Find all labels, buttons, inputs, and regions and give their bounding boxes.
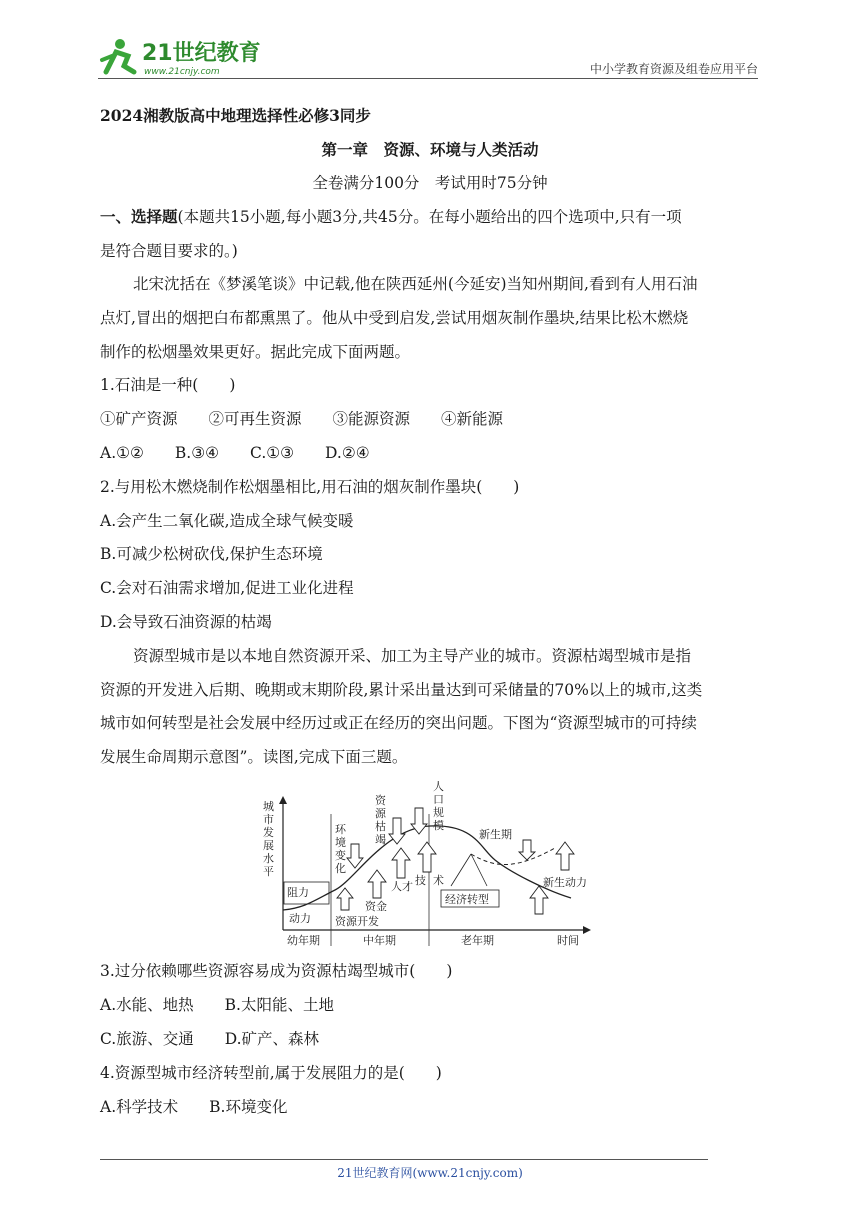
section-label: 一、选择题 [100,207,178,226]
q1-stem: 1.石油是一种( ) [100,376,236,394]
env-change-char: 化 [335,862,346,875]
population-char: 人 [433,780,444,793]
exam-info: 全卷满分100分 考试用时75分钟 [312,174,548,192]
passage2-line: 城市如何转型是社会发展中经历过或正在经历的突出问题。下图为“资源型城市的可持续 [100,714,697,732]
tech-char: 技 [415,874,426,887]
passage2-line: 资源的开发进入后期、晚期或末期阶段,累计采出量达到可采储量的70%以上的城市,这类 [100,681,703,699]
force-label: 动力 [289,912,311,925]
down-arrow [347,844,363,868]
new-force-label: 新生动力 [543,876,587,889]
env-change-char: 变 [335,849,346,862]
up-arrow [418,842,436,872]
env-change-char: 环 [335,823,346,836]
q4-stem: 4.资源型城市经济转型前,属于发展阻力的是( ) [100,1064,442,1082]
resource-dev-label: 资源开发 [335,915,379,928]
y-axis-arrow [279,796,287,804]
up-arrow [337,888,353,910]
q1-options: A.①② B.③④ C.①③ D.②④ [100,444,370,462]
q3-options-cd: C.旅游、交通 D.矿产、森林 [100,1030,320,1048]
page-header [98,34,758,80]
q2-option-d: D.会导致石油资源的枯竭 [100,613,272,631]
q1-items: ①矿产资源 ②可再生资源 ③能源资源 ④新能源 [100,410,504,428]
y-label-char: 平 [263,865,274,878]
q4-options-ab: A.科学技术 B.环境变化 [100,1098,288,1116]
logo-url: www.21cnjy.com [144,67,220,77]
section-header [100,206,682,228]
site-logo [98,34,268,78]
transform-label: 经济转型 [445,893,489,906]
new-period-label: 新生期 [479,828,512,841]
depletion-char: 源 [375,807,386,820]
up-arrow [392,848,410,878]
q2-option-c: C.会对石油需求增加,促进工业化进程 [100,579,354,597]
y-label-char: 水 [263,852,274,865]
talent-label: 人才 [391,880,413,893]
q2-stem: 2.与用松木燃烧制作松烟墨相比,用石油的烟灰制作墨块( ) [100,478,520,496]
env-change-char: 境 [335,836,346,849]
period-label: 中年期 [363,934,396,947]
population-char: 模 [433,819,444,832]
new-period-curve [471,848,555,865]
up-arrow [530,886,548,914]
q2-option-b: B.可减少松树砍伐,保护生态环境 [100,545,323,563]
up-arrow [368,870,386,898]
population-char: 规 [433,806,444,819]
period-label: 老年期 [461,934,494,947]
down-arrow [519,840,535,860]
population-char: 口 [433,793,444,806]
passage1-line: 点灯,冒出的烟把白布都熏黑了。他从中受到启发,尝试用烟灰制作墨块,结果比松木燃烧 [100,309,689,327]
up-arrow [556,842,574,870]
resistance-label: 阻力 [287,886,309,899]
q3-options-ab: A.水能、地热 B.太阳能、土地 [100,996,334,1014]
lifecycle-diagram [255,778,595,950]
passage2-line: 资源型城市是以本地自然资源开采、加工为主导产业的城市。资源枯竭型城市是指 [133,647,692,665]
passage1-line: 北宋沈括在《梦溪笔谈》中记载,他在陕西延州(今延安)当知州期间,看到有人用石油 [133,275,698,293]
passage2-line: 发展生命周期示意图”。读图,完成下面三题。 [100,748,408,766]
q3-stem: 3.过分依赖哪些资源容易成为资源枯竭型城市( ) [100,962,453,980]
depletion-char: 枯 [375,820,386,833]
section-desc: (本题共15小题,每小题3分,共45分。在每小题给出的四个选项中,只有一项 [177,208,682,226]
depletion-char: 竭 [375,833,386,846]
tech-char: 术 [433,874,444,887]
logo-text: 21世纪教育 [142,41,261,66]
passage1-line: 制作的松烟墨效果更好。据此完成下面两题。 [100,343,411,361]
x-axis-label: 时间 [557,934,579,947]
depletion-char: 资 [375,794,386,807]
footer-divider [100,1159,708,1160]
y-label-char: 发 [263,826,274,839]
section-desc-2: 是符合题目要求的。) [100,242,238,260]
header-divider [98,78,758,79]
y-label-char: 展 [263,839,274,852]
x-axis-arrow [583,926,591,934]
doc-title: 2024湘教版高中地理选择性必修3同步 [100,106,371,125]
footer-link[interactable]: 21世纪教育网(www.21cnjy.com) [337,1166,523,1180]
period-label: 幼年期 [287,934,320,947]
down-arrow [411,808,427,834]
y-label-char: 市 [263,813,274,826]
y-label-char: 城 [263,800,274,813]
platform-name: 中小学教育资源及组卷应用平台 [589,62,758,76]
chapter-title: 第一章 资源、环境与人类活动 [321,140,539,159]
q2-option-a: A.会产生二氧化碳,造成全球气候变暖 [100,512,354,530]
capital-label: 资金 [365,900,387,913]
